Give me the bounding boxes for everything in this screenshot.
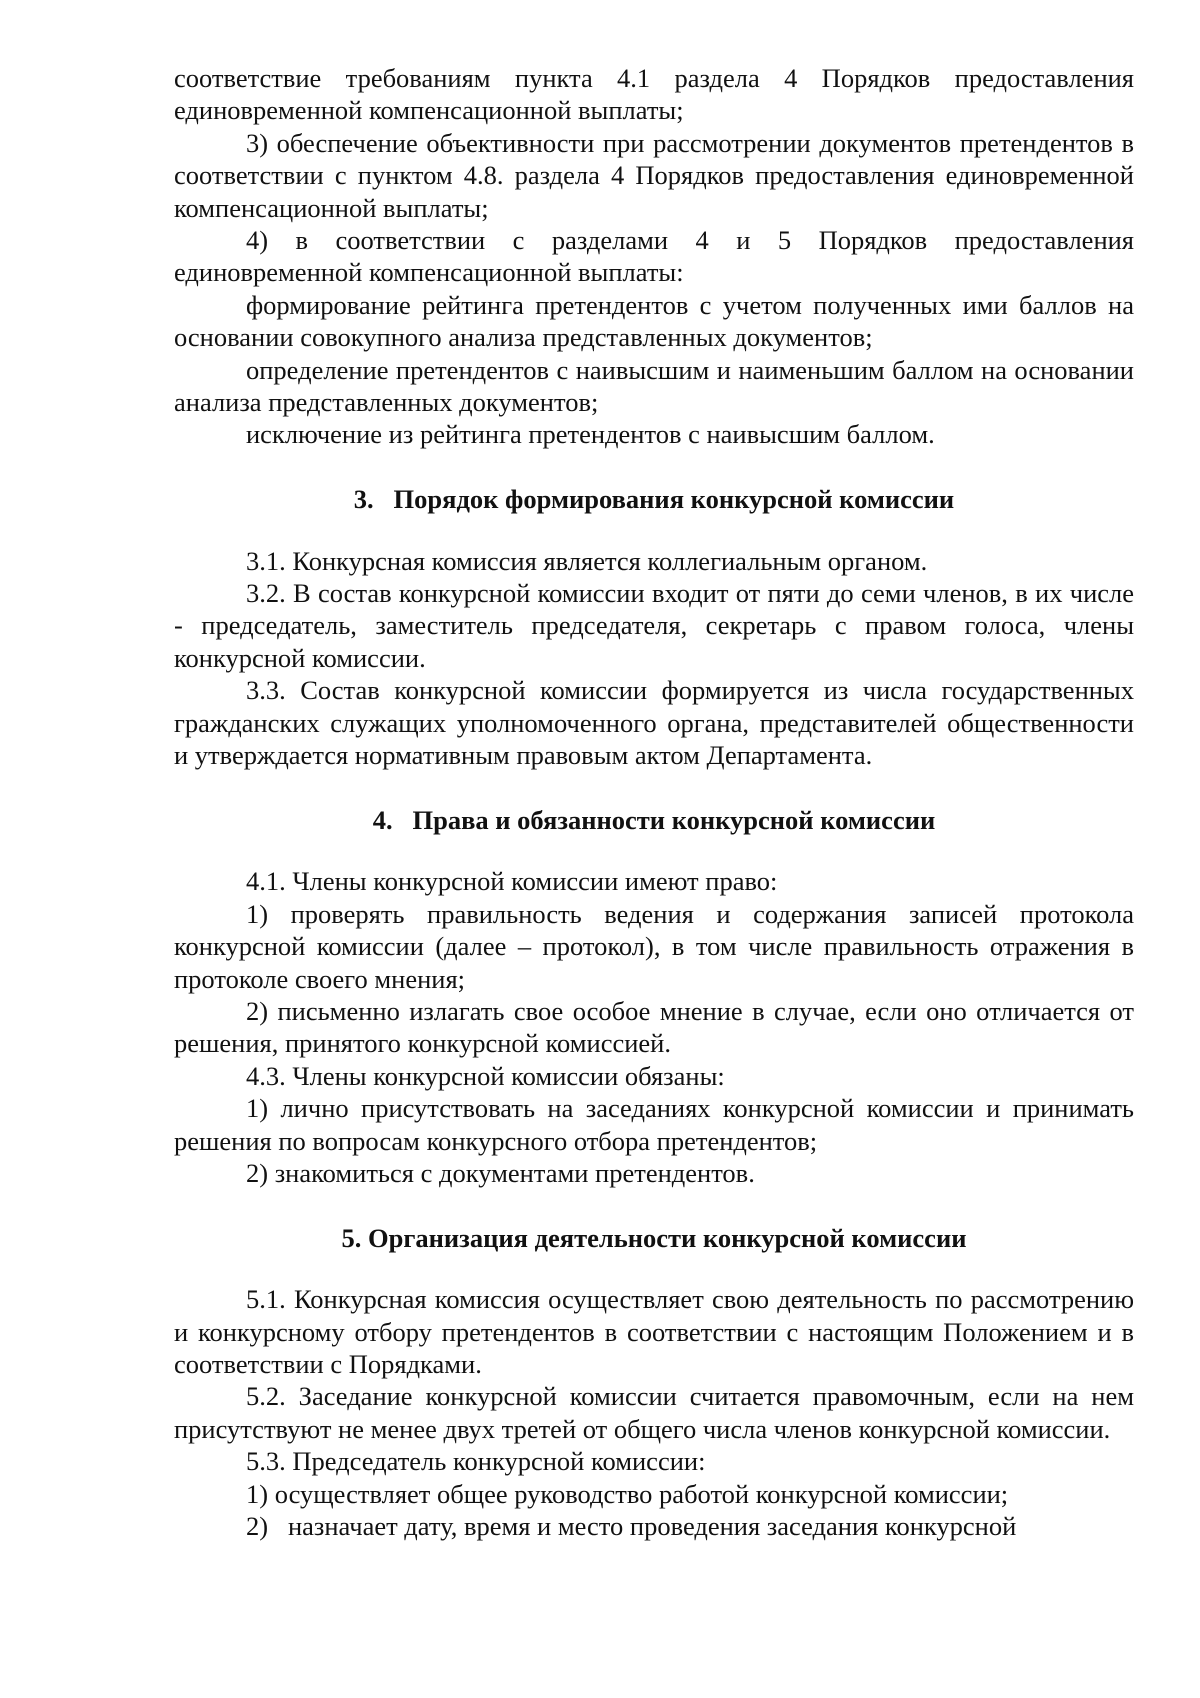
spacer (174, 516, 1134, 545)
spacer (174, 451, 1134, 483)
spacer (174, 836, 1134, 865)
intro-item-3: 3) обеспечение объективности при рассмотрении документов претендентов в соответствии с пунктом 4.8. раздела 4 Порядков предоставления единовременной компенсационной выплаты; (174, 127, 1134, 223)
intro-subitem-exclusion: исключение из рейтинга претендентов с наивысшим баллом. (246, 419, 935, 450)
section-3-paragraph-2: 3.2. В состав конкурсной комиссии входит от пяти до семи членов, в их числе - председатель, заместитель председателя, секретарь с правом голоса, члены конкурсной комиссии. (174, 578, 1134, 673)
intro-subitem-rating: формирование рейтинга претендентов с учетом полученных ими баллов на основании совокупного анализа представленных документов; (174, 289, 1134, 353)
section-5-paragraph-5: 2) назначает дату, время и место проведения заседания конкурсной (246, 1511, 1017, 1542)
intro-subitem-determination: определение претендентов с наивысшим и наименьшим баллом на основании анализа представленных документов; (174, 354, 1134, 418)
section-5-paragraph-2: 5.2. Заседание конкурсной комиссии считается правомочным, если на нем присутствуют не менее двух третей от общего числа членов конкурсной комиссии. (174, 1381, 1134, 1444)
section-4-paragraph-5: 1) лично присутствовать на заседаниях конкурсной комиссии и принимать решения по вопросам конкурсного отбора претендентов; (174, 1093, 1134, 1156)
section-5-heading: 5. Организация деятельности конкурсной комиссии (341, 1222, 967, 1253)
spacer (174, 1189, 1134, 1221)
section-4-paragraph-1: 4.1. Члены конкурсной комиссии имеют право: (246, 866, 778, 897)
section-3-paragraph-1: 3.1. Конкурсная комиссия является коллегиальным органом. (246, 545, 928, 576)
section-4-paragraph-4: 4.3. Члены конкурсной комиссии обязаны: (246, 1060, 725, 1091)
section-5-paragraph-4: 1) осуществляет общее руководство работой конкурсной комиссии; (246, 1478, 1009, 1509)
section-5-paragraph-1: 5.1. Конкурсная комиссия осуществляет свою деятельность по рассмотрению и конкурсному отбору претендентов в соответствии с настоящим Положением и в соответствии с Порядками. (174, 1284, 1134, 1379)
spacer (174, 1254, 1134, 1283)
intro-continuation: соответствие требованиям пункта 4.1 раздела 4 Порядков предоставления единовременной компенсационной выплаты; (174, 63, 1134, 126)
section-5-paragraph-3: 5.3. Председатель конкурсной комиссии: (246, 1446, 706, 1477)
spacer (174, 772, 1134, 804)
section-4-paragraph-3: 2) письменно излагать свое особое мнение в случае, если оно отличается от решения, принятого конкурсной комиссией. (174, 995, 1134, 1059)
intro-item-4: 4) в соответствии с разделами 4 и 5 Порядков предоставления единовременной компенсационной выплаты: (174, 225, 1134, 288)
section-4-heading: 4. Права и обязанности конкурсной комиссии (372, 804, 936, 835)
section-3-paragraph-3: 3.3. Состав конкурсной комиссии формируется из числа государственных гражданских служащих уполномоченного органа, представителей общественности и утверждается нормативным правовым актом Департамента. (174, 675, 1134, 771)
section-4-paragraph-6: 2) знакомиться с документами претендентов. (246, 1157, 755, 1188)
section-4-paragraph-2: 1) проверять правильность ведения и содержания записей протокола конкурсной комиссии (далее – протокол), в том числе правильность отражения в протоколе своего мнения; (174, 898, 1134, 994)
document-page (174, 62, 1134, 1542)
section-3-heading: 3. Порядок формирования конкурсной комиссии (353, 484, 955, 515)
